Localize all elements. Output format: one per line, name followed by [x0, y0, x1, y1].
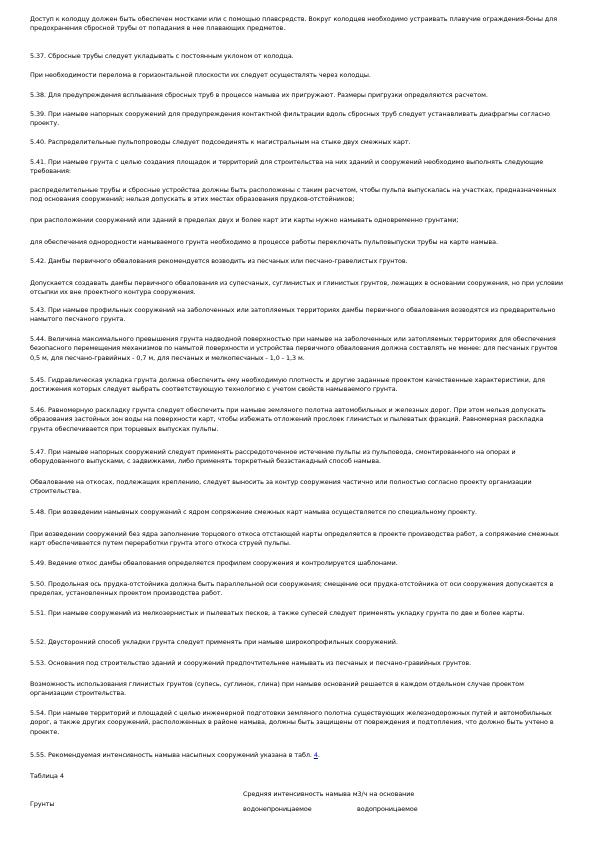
paragraph: 5.39. При намыве напорных сооружений для предупреждения контактной фильтрации вдоль сбросных труб следует устанавливать диафрагмы согласно проекту. [30, 110, 551, 128]
paragraph: При необходимости перелома в горизонтальной плоскости их следует осуществлять через колодцы. [30, 71, 371, 79]
table-reference-link[interactable]: 4 [313, 751, 318, 759]
paragraph: 5.49. Ведение откос дамбы обвалования определяется профилем сооружения и контролируется шаблонами. [30, 559, 398, 567]
paragraph: при расположении сооружений или зданий в пределах двух и более карт эти карты нужно намывать одновременно грунтами; [30, 216, 459, 224]
paragraph: 5.54. При намыве территорий и площадей с целью инженерной подготовки земляного полотна существующих железнодорожных путей и автомобильных дорог, а также других сооружений, расположенных в районе намыва, должны быть защищены от повреждения и подтопления, что должно быть учтено в проекте. [30, 709, 554, 736]
paragraph: 5.38. Для предупреждения всплывания сбросных труб в процессе намыва их пригружают. Размеры пригрузки определяются расчетом. [30, 91, 488, 99]
paragraph: 5.40. Распределительные пульпопроводы следует подсоединять к магистральным на стыке двух смежных карт. [30, 138, 411, 146]
paragraph: 5.53. Основания под строительство зданий и сооружений предпочтительнее намывать из песчаных и песчано-гравийных грунтов. [30, 659, 472, 667]
paragraph: 5.50. Продольная ось прудка-отстойника должна быть параллельной оси сооружения; смещение оси прудка-отстойника от оси сооружения допускается в пределах, установленных проектом производства работ. [30, 580, 554, 598]
table-subheader-permeable: водопроницаемое [357, 805, 418, 813]
paragraph: Возможность использования глинистых грунтов (супесь, суглинок, глина) при намыве оснований решается в каждом отдельном случае проектом организации строительства. [30, 680, 524, 698]
paragraph: При возведении сооружений без ядра заполнение торцового откоса отстающей карты определяется в проекте производства работ, а сопряжение смежных карт обеспечивается путем переработки грунта этого откоса струей пульпы. [30, 530, 559, 548]
table-caption: Таблица 4 [30, 772, 64, 780]
paragraph: Доступ к колодцу должен быть обеспечен мостками или с помощью плавсредств. Вокруг колодцев необходимо устраивать плавучие ограждения-боны для предохранения сбросной трубы от попадания в нее плавающих предметов. [30, 15, 558, 33]
paragraph: 5.37. Сбросные трубы следует укладывать с постоянным уклоном от колодца. [30, 52, 294, 60]
paragraph: 5.42. Дамбы первичного обвалования рекомендуется возводить из песчаных или песчано-гравелистых грунтов. [30, 257, 408, 265]
paragraph: 5.44. Величина максимального превышения грунта надводной поверхностью при намыве на заболоченных или затопляемых территориях для обеспечения безопасного перемещения механизмов по намытой поверхности и устройства первичного обвалования должна составлять не менее: для песчаных грунтов 0,5 м, для песчано-гравийных - 0,7 м, для песчаных и мелкопесчаных - 1,0 - 1,3 м. [30, 335, 558, 362]
paragraph: 5.46. Равномерную раскладку грунта следует обеспечить при намыве земляного полотна автомобильных и железных дорог. При этом нельзя допускать образования застойных зон воды на поверхности карт, чтобы избежать отложений прослоек глинистых и пылеватых фракций. Равномерная раскладка грунта обеспечивается при торцевых выпусках пульпы. [30, 406, 546, 433]
paragraph-text: . [317, 751, 320, 759]
paragraph: Допускается создавать дамбы первичного обвалования из супесчаных, суглинистых и глинистых грунтов, лежащих в основании сооружения, но при условии отсыпки их вне проектного контура сооружения. [30, 279, 563, 297]
table-header-soils: Грунты [30, 800, 55, 808]
paragraph: 5.41. При намыве грунта с целью создания площадок и территорий для строительства на них зданий и сооружений необходимо выполнять следующие требования: [30, 158, 544, 176]
paragraph: 5.52. Двусторонний способ укладки грунта следует применять при намыве широкопрофильных сооружений. [30, 638, 398, 646]
table-header-intensity: Средняя интенсивность намыва м3/ч на основание [243, 790, 415, 798]
paragraph: 5.51. При намыве сооружений из мелкозернистых и пылеватых песков, а также супесей следует применять укладку грунта по две и более карты. [30, 609, 525, 617]
paragraph: 5.48. При возведении намывных сооружений с ядром сопряжение смежных карт намыва осуществляется по специальному проекту. [30, 508, 477, 516]
paragraph: 5.47. При намыве напорных сооружений следует применять рассредоточенное истечение пульпы из пульповода, смонтированного на опорах и оборудованного выпусками, с задвижками, либо применять торкретный безэстакадный способ намыва. [30, 448, 516, 466]
paragraph: для обеспечения однородности намываемого грунта необходимо в процессе работы переключать пульповыпуски трубы на карте намыва. [30, 238, 499, 246]
paragraph: распределительные трубы и сбросные устройства должны быть расположены с таким расчетом, чтобы пульпа выпускалась на участках, предназначенных под основания сооружений; нельзя допускать в этих местах образования прудков-отстойников; [30, 186, 557, 204]
paragraph: 5.45. Гидравлическая укладка грунта должна обеспечить ему необходимую плотность и другие заданные проектом качественные характеристики, для достижения которых следует выбрать соответствующую технологию с учетом свойств намываемого грунта. [30, 376, 545, 394]
table-subheader-impermeable: водонепроницаемое [243, 805, 312, 813]
paragraph: Обвалование на откосах, подлежащих креплению, следует выносить за контур сооружения частично или полностью согласно проекту организации строительства. [30, 478, 532, 496]
paragraph: 5.43. При намыве профильных сооружений на заболоченных или затопляемых территориях дамбы первичного обвалования возводятся из предварительно намытого песчаного грунта. [30, 306, 556, 324]
paragraph-text: 5.55. Рекомендуемая интенсивность намыва насыпных сооружений указана в табл. [30, 751, 314, 759]
paragraph [30, 751, 564, 760]
